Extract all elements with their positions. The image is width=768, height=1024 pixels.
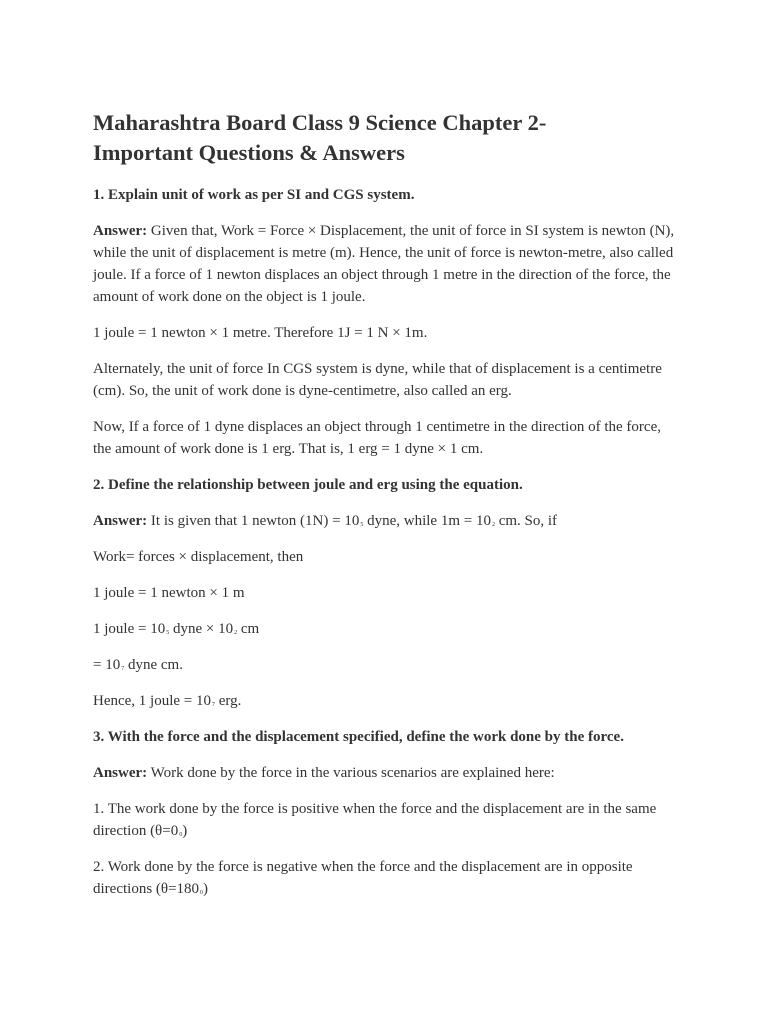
answer-2-paragraph-3: 1 joule = 1 newton × 1 m (93, 585, 245, 601)
question-3: 3. With the force and the displacement specified, define the work done by the force. (93, 729, 624, 745)
answer-3-paragraph-3: 2. Work done by the force is negative when the force and the displacement are in opposite directions $(\theta=180^0)$ (93, 859, 633, 897)
answer-2-paragraph-4: 1 joule = $10^5$ dyne × $10^2$ cm (93, 621, 260, 637)
question-2: 2. Define the relationship between joule and erg using the equation. (93, 477, 523, 493)
answer-3-paragraph-1: Answer: Work done by the force in the various scenarios are explained here: (93, 765, 555, 781)
article-body (93, 108, 683, 914)
answer-label: Answer: (93, 513, 148, 529)
answer-label: Answer: (93, 765, 148, 781)
answer-3-paragraph-2: 1. The work done by the force is positive when the force and the displacement are in the same direction $(\theta=0^0)$ (93, 801, 657, 839)
answer-1-paragraph-3: Alternately, the unit of force In CGS system is dyne, while that of displacement is a centimetre (cm). So, the unit of work done is dyne-centimetre, also called an erg. (93, 361, 662, 399)
answer-2-paragraph-6: Hence, 1 joule = $10^7$ erg. (93, 693, 242, 709)
answer-1-paragraph-4: Now, If a force of 1 dyne displaces an object through 1 centimetre in the direction of the force, the amount of work done is 1 erg. That is, 1 erg = 1 dyne × 1 cm. (93, 419, 661, 457)
answer-2-paragraph-1: Answer: It is given that 1 newton $(1N) = 10^5$ dyne, while $1m = 10^2$ cm. So, if (93, 513, 558, 529)
answer-1-paragraph-2: 1 joule = 1 newton × 1 metre. Therefore 1J = 1 N × 1m. (93, 325, 428, 341)
question-1: 1. Explain unit of work as per SI and CGS system. (93, 187, 415, 203)
answer-2-paragraph-5: = $10^7$ dyne cm. (93, 657, 183, 673)
answer-1-paragraph-1: Answer: Given that, Work = Force × Displacement, the unit of force in SI system is newton (N), while the unit of displacement is metre (m). Hence, the unit of force is newton-metre, also called joule. If a force of 1 newton displaces an object through 1 metre in the direction of the force, the amount of work done on the object is 1 joule. (93, 223, 675, 305)
answer-2-paragraph-2: Work= forces × displacement, then (93, 549, 304, 565)
page-title: Maharashtra Board Class 9 Science Chapter 2- Important Questions & Answers (93, 110, 547, 165)
answer-label: Answer: (93, 223, 148, 239)
